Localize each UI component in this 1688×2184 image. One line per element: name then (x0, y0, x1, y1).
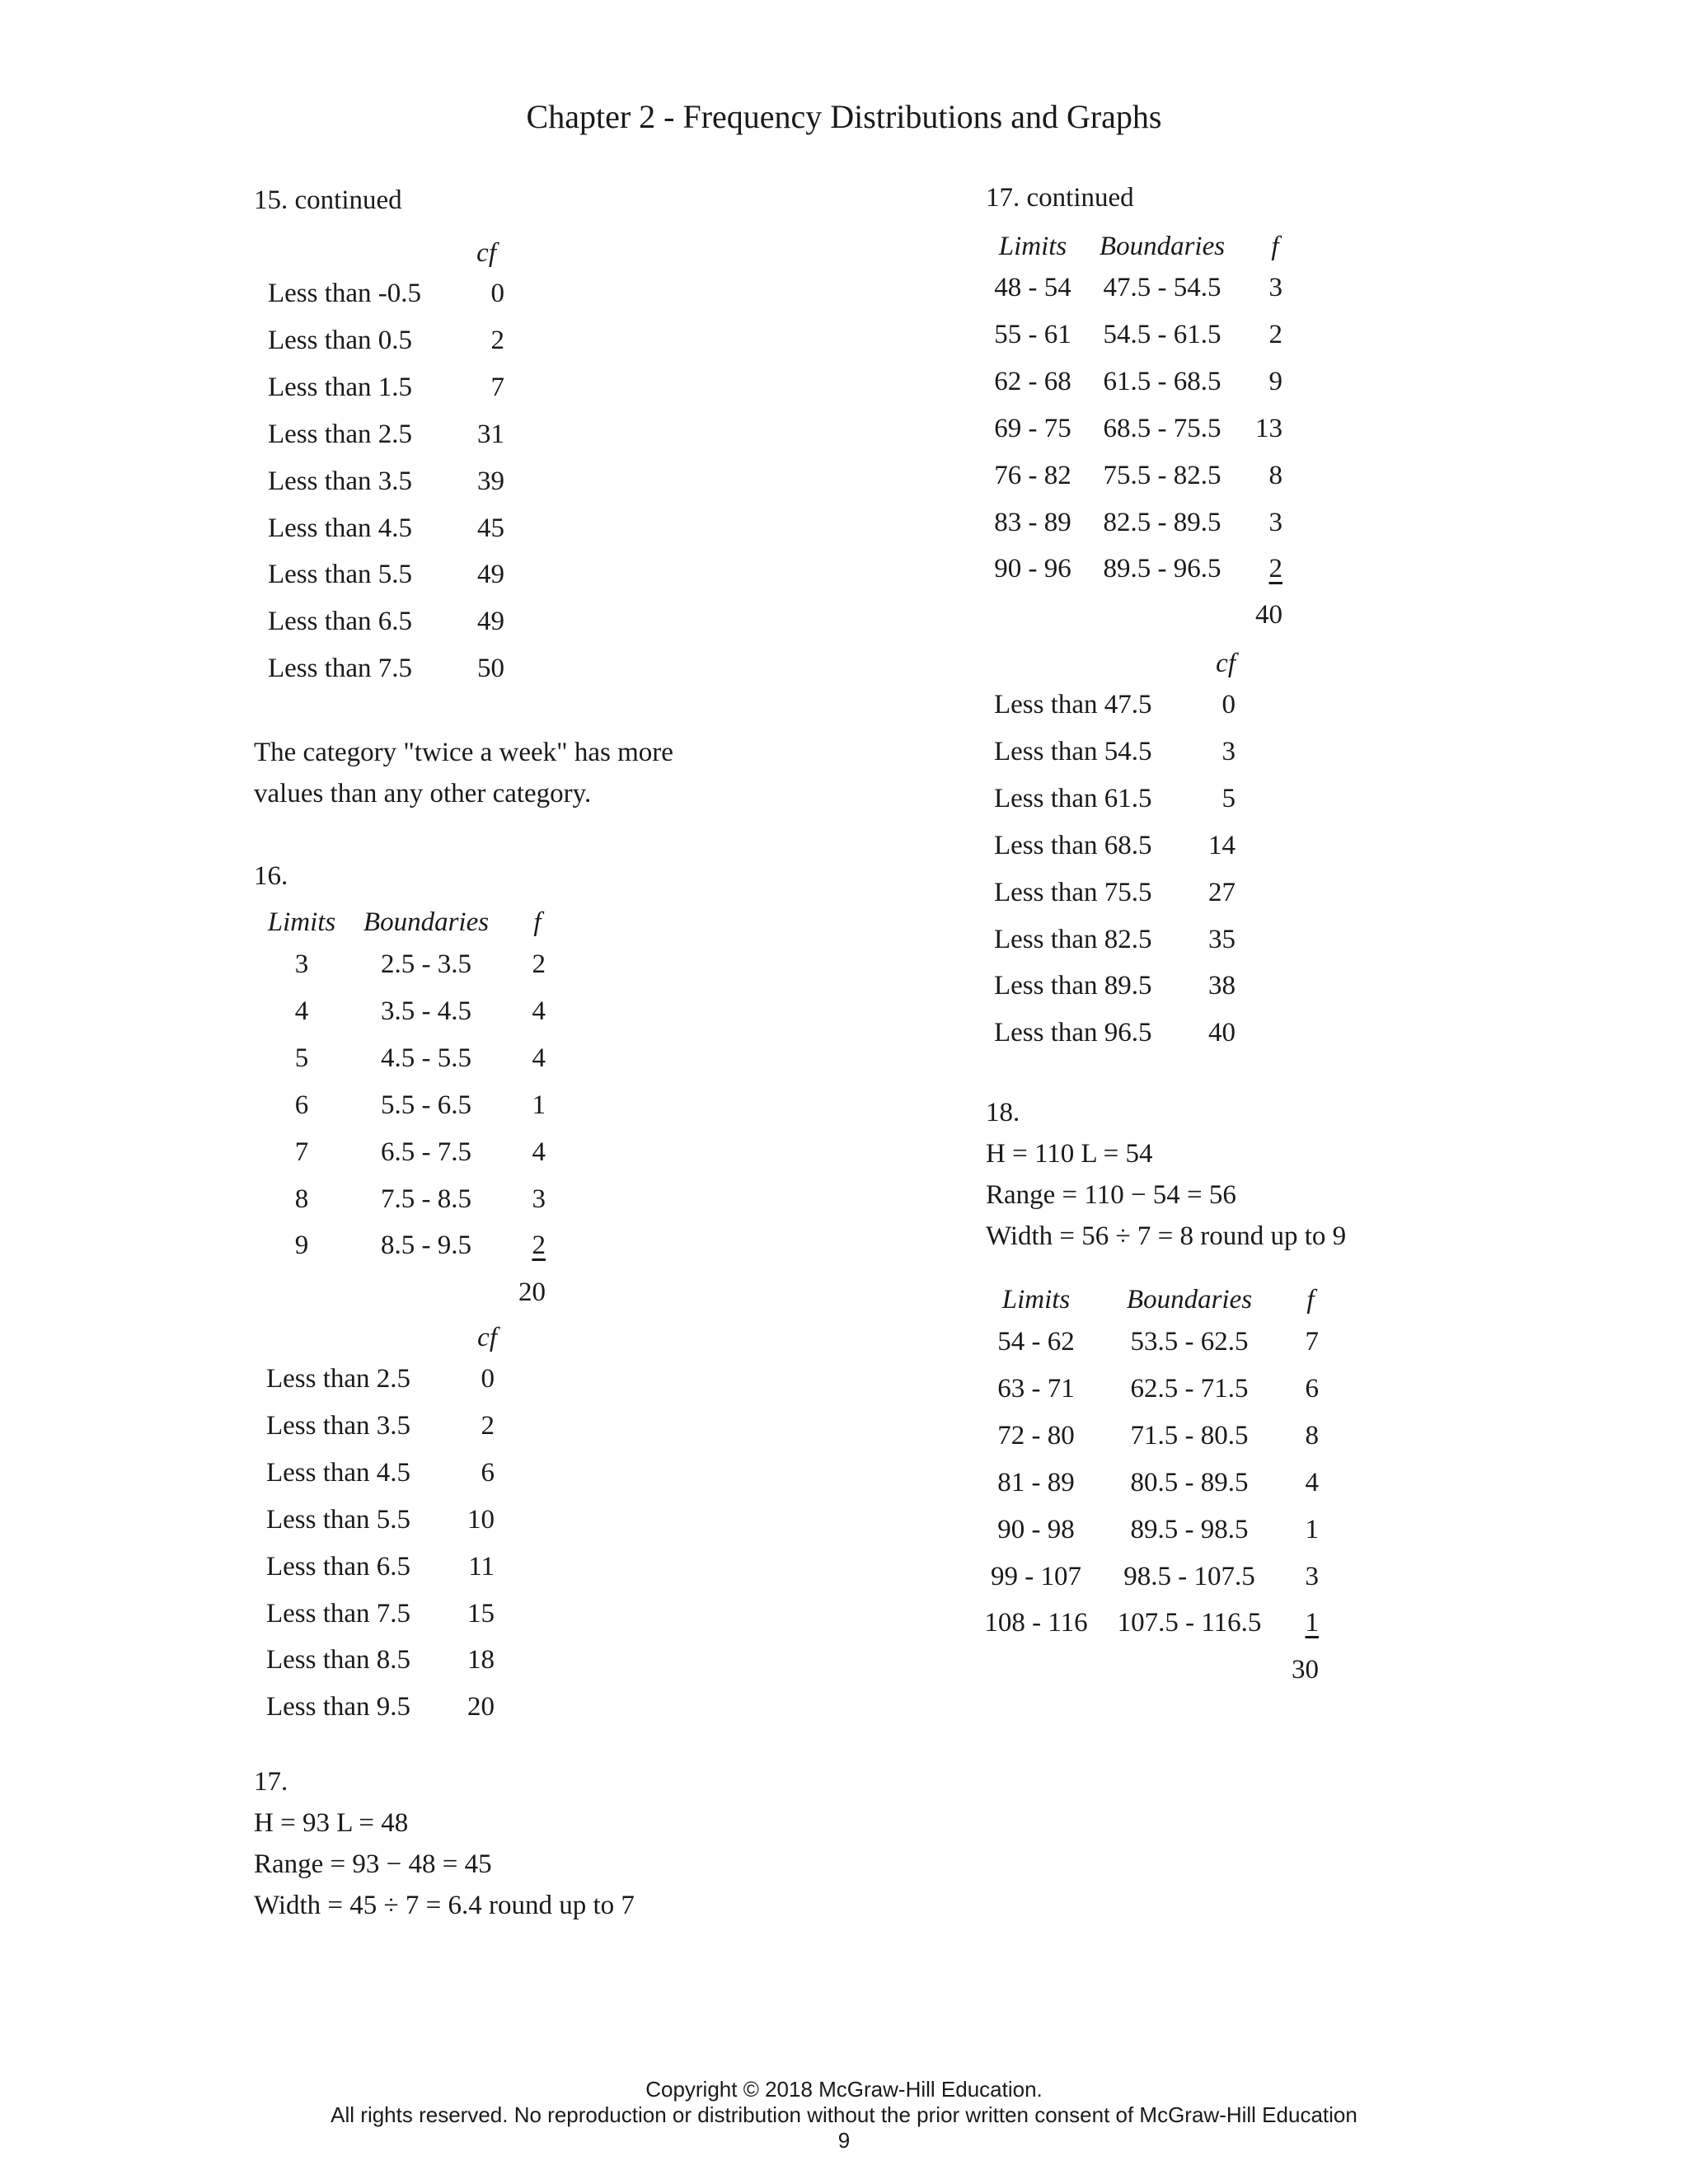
p17c-row-limits: 62 - 68 (994, 366, 1071, 396)
p16-row-f: 1 (532, 1090, 546, 1120)
p17c-cf-value: 40 (1208, 1018, 1236, 1048)
p18-row-boundaries: 98.5 - 107.5 (1123, 1561, 1255, 1591)
p16-header-limits: Limits (267, 907, 336, 937)
p17c-row-boundaries: 68.5 - 75.5 (1103, 413, 1221, 443)
p18-line-width: Width = 56 ÷ 7 = 8 round up to 9 (986, 1221, 1347, 1251)
p17c-row-f: 3 (1268, 273, 1282, 302)
p16-row-f: 4 (532, 1043, 546, 1073)
p17c-row-boundaries: 54.5 - 61.5 (1103, 319, 1221, 349)
p15-note-line2: values than any other category. (254, 779, 592, 808)
p17c-cf-value: 27 (1208, 877, 1236, 907)
p16-cf-value: 11 (468, 1551, 495, 1582)
p17c-cf-value: 35 (1208, 924, 1236, 954)
p15-row-label: Less than 2.5 (268, 419, 413, 449)
p16-cf-value: 10 (467, 1504, 495, 1535)
p18-row-boundaries: 107.5 - 116.5 (1117, 1608, 1262, 1638)
p15-row-cf: 39 (477, 466, 504, 496)
p16-row-boundaries: 8.5 - 9.5 (381, 1230, 471, 1261)
p17c-cf-header: cf (1216, 649, 1236, 678)
p17c-row-limits: 76 - 82 (994, 460, 1071, 490)
p18-header-limits: Limits (1001, 1285, 1071, 1315)
p16-cf-label: Less than 2.5 (266, 1364, 411, 1394)
p17c-row-limits: 90 - 96 (994, 554, 1071, 584)
p17c-cf-value: 0 (1221, 690, 1236, 719)
p17c-cf-label: Less than 47.5 (994, 690, 1152, 719)
p17c-row-f: 2 (1268, 319, 1282, 349)
p17c-row-limits: 55 - 61 (994, 319, 1071, 349)
p18-row-boundaries: 80.5 - 89.5 (1130, 1467, 1249, 1497)
p15-row-cf: 49 (477, 607, 504, 637)
footer-rights: All rights reserved. No reproduction or distribution without the prior written consent of McGraw-Hill Education (331, 2102, 1357, 2127)
p17c-row-boundaries: 89.5 - 96.5 (1103, 554, 1221, 584)
p16-cf-label: Less than 7.5 (266, 1598, 411, 1629)
p16-row-f: 2 (532, 1230, 546, 1261)
page-title: Chapter 2 - Frequency Distributions and Graphs (526, 98, 1162, 135)
p17c-cf-label: Less than 68.5 (994, 830, 1152, 860)
p17c-cf-label: Less than 96.5 (994, 1018, 1152, 1048)
p18-line-range: Range = 110 − 54 = 56 (986, 1180, 1236, 1210)
p16-row-limits: 5 (294, 1043, 309, 1073)
p17c-header-f: f (1271, 232, 1279, 261)
p17c-row-boundaries: 61.5 - 68.5 (1103, 366, 1221, 396)
footer-copyright: Copyright © 2018 McGraw-Hill Education. (645, 2077, 1043, 2102)
p16-row-limits: 4 (294, 996, 309, 1026)
p18-row-f: 6 (1305, 1373, 1319, 1404)
p16-row-f: 2 (532, 949, 546, 979)
p18-row-limits: 90 - 98 (997, 1514, 1075, 1544)
p17c-cf-label: Less than 82.5 (994, 924, 1152, 954)
p15-cf-header: cf (476, 238, 496, 268)
p18-heading: 18. (986, 1098, 1020, 1127)
p16-row-f: 4 (532, 1137, 546, 1167)
p18-row-f: 3 (1305, 1561, 1319, 1591)
p15-row-label: Less than 6.5 (268, 607, 413, 637)
p15-row-cf: 49 (477, 560, 504, 590)
p16-cf-value: 18 (467, 1645, 495, 1675)
p16-cf-label: Less than 9.5 (266, 1692, 411, 1722)
p17c-cf-label: Less than 61.5 (994, 783, 1152, 813)
p17c-cf-value: 38 (1208, 971, 1236, 1001)
p16-cf-value: 0 (481, 1364, 495, 1394)
p15-row-label: Less than 3.5 (268, 466, 413, 496)
p17c-row-f: 2 (1268, 554, 1282, 584)
page-number: 9 (837, 2128, 851, 2153)
p16-row-limits: 6 (294, 1090, 309, 1120)
p18-row-f: 7 (1305, 1327, 1319, 1357)
p16-cf-value: 2 (481, 1410, 495, 1441)
p17-line-hl: H = 93 L = 48 (254, 1808, 409, 1838)
p17c-cf-label: Less than 89.5 (994, 971, 1152, 1001)
p16-cf-value: 20 (467, 1692, 495, 1722)
p16-row-f: 3 (532, 1183, 546, 1214)
p16-total: 20 (518, 1277, 546, 1307)
p18-row-limits: 63 - 71 (997, 1373, 1075, 1404)
p16-cf-label: Less than 5.5 (266, 1504, 411, 1535)
p18-row-boundaries: 53.5 - 62.5 (1130, 1327, 1249, 1357)
p17c-total: 40 (1255, 600, 1282, 630)
p16-row-limits: 9 (294, 1230, 309, 1261)
p17c-cf-value: 5 (1221, 783, 1236, 813)
p17c-cf-label: Less than 75.5 (994, 877, 1152, 907)
p16-header-boundaries: Boundaries (363, 907, 490, 937)
p17c-row-f: 13 (1255, 413, 1282, 443)
p16-row-boundaries: 6.5 - 7.5 (381, 1137, 471, 1167)
p15-row-cf: 50 (477, 654, 504, 684)
p15-row-cf: 0 (490, 279, 504, 308)
p16-row-boundaries: 3.5 - 4.5 (381, 996, 471, 1026)
p16-heading: 16. (254, 861, 288, 891)
p17c-row-limits: 69 - 75 (994, 413, 1071, 443)
p17c-header-limits: Limits (998, 232, 1067, 261)
p17c-row-boundaries: 75.5 - 82.5 (1103, 460, 1221, 490)
p15-row-label: Less than 5.5 (268, 560, 413, 590)
p18-row-f: 1 (1305, 1514, 1319, 1544)
p18-row-boundaries: 71.5 - 80.5 (1130, 1420, 1249, 1451)
p17c-row-boundaries: 47.5 - 54.5 (1103, 273, 1221, 302)
p18-row-f: 1 (1305, 1608, 1319, 1638)
p16-row-boundaries: 5.5 - 6.5 (381, 1090, 471, 1120)
p17c-row-limits: 48 - 54 (994, 273, 1071, 302)
p18-row-limits: 72 - 80 (997, 1420, 1075, 1451)
p18-row-limits: 54 - 62 (997, 1327, 1075, 1357)
p16-header-f: f (533, 907, 542, 937)
p17c-row-limits: 83 - 89 (994, 507, 1071, 537)
p17c-header-boundaries: Boundaries (1099, 232, 1226, 261)
p15-heading: 15. continued (254, 185, 402, 215)
p16-row-limits: 8 (294, 1183, 309, 1214)
p15-row-label: Less than 1.5 (268, 372, 413, 402)
p17c-heading: 17. continued (986, 183, 1134, 213)
p16-cf-header: cf (477, 1323, 497, 1352)
p18-line-hl: H = 110 L = 54 (986, 1139, 1153, 1169)
p16-row-f: 4 (532, 996, 546, 1026)
p18-row-limits: 99 - 107 (991, 1561, 1081, 1591)
p17c-row-boundaries: 82.5 - 89.5 (1103, 507, 1221, 537)
p17-line-range: Range = 93 − 48 = 45 (254, 1849, 492, 1879)
p16-row-limits: 3 (294, 949, 309, 979)
p15-row-cf: 31 (477, 419, 504, 449)
p17c-row-f: 8 (1268, 460, 1282, 490)
p16-row-boundaries: 7.5 - 8.5 (381, 1183, 471, 1214)
p16-row-limits: 7 (294, 1137, 309, 1167)
p15-row-label: Less than 7.5 (268, 654, 413, 684)
p17c-row-f: 3 (1268, 507, 1282, 537)
p15-note-line1: The category "twice a week" has more (254, 738, 673, 767)
p17c-cf-label: Less than 54.5 (994, 736, 1152, 766)
p18-row-limits: 108 - 116 (984, 1608, 1088, 1638)
p16-cf-label: Less than 4.5 (266, 1457, 411, 1488)
p17c-cf-value: 14 (1208, 830, 1236, 860)
p15-row-label: Less than 4.5 (268, 513, 413, 543)
p15-row-label: Less than 0.5 (268, 325, 413, 355)
p15-row-label: Less than -0.5 (268, 279, 422, 308)
p15-row-cf: 7 (490, 372, 504, 402)
p18-header-f: f (1306, 1285, 1315, 1315)
p16-cf-label: Less than 6.5 (266, 1551, 411, 1582)
p17-heading: 17. (254, 1767, 288, 1797)
p17c-cf-value: 3 (1221, 736, 1236, 766)
p16-cf-value: 15 (467, 1598, 495, 1629)
p18-total: 30 (1292, 1655, 1319, 1685)
p16-cf-value: 6 (481, 1457, 495, 1488)
p15-row-cf: 45 (477, 513, 504, 543)
p18-row-f: 4 (1305, 1467, 1319, 1497)
p15-row-cf: 2 (490, 325, 504, 355)
p18-header-boundaries: Boundaries (1126, 1285, 1253, 1315)
p18-row-f: 8 (1305, 1420, 1319, 1451)
p18-row-boundaries: 62.5 - 71.5 (1130, 1373, 1249, 1404)
p16-cf-label: Less than 3.5 (266, 1410, 411, 1441)
p18-row-boundaries: 89.5 - 98.5 (1130, 1514, 1249, 1544)
p17c-row-f: 9 (1268, 366, 1282, 396)
p18-row-limits: 81 - 89 (997, 1467, 1075, 1497)
p16-row-boundaries: 2.5 - 3.5 (381, 949, 471, 979)
p16-row-boundaries: 4.5 - 5.5 (381, 1043, 471, 1073)
p17-line-width: Width = 45 ÷ 7 = 6.4 round up to 7 (254, 1891, 635, 1920)
p16-cf-label: Less than 8.5 (266, 1645, 411, 1675)
